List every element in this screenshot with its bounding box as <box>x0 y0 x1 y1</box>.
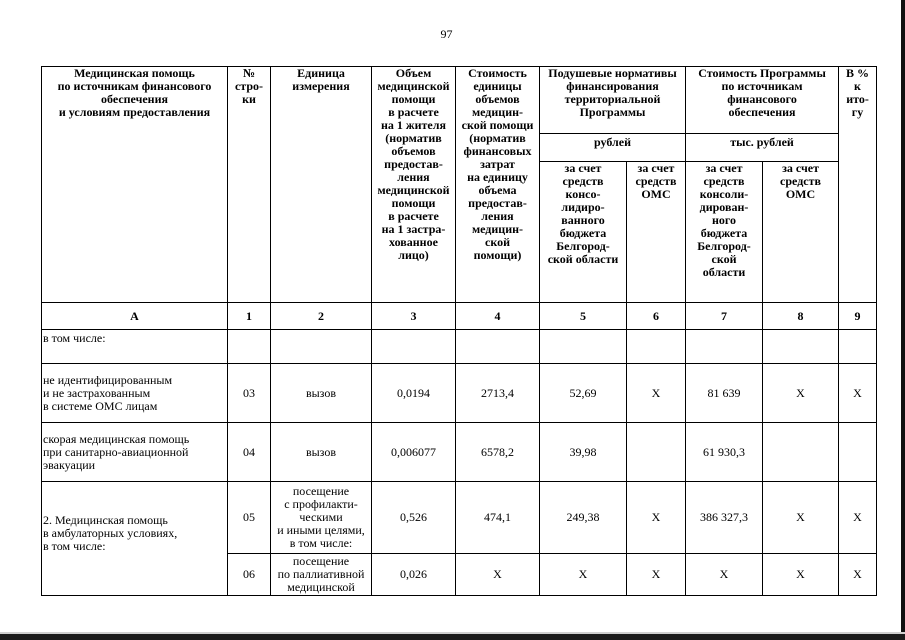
index-row <box>42 303 877 330</box>
cost-cell: 2713,4 <box>456 364 540 423</box>
empty-cell <box>540 330 627 364</box>
table-row <box>42 554 877 596</box>
index-cell-8: 8 <box>763 303 839 330</box>
header-col-2: Единица измерения <box>271 67 372 303</box>
prog-oms-cell: X <box>763 482 839 554</box>
header-col-7: за счет средств консоли- дирован- ного бюджета Белгород- ской области <box>686 162 763 303</box>
header-col-a: Медицинская помощь по источникам финансового обеспечения и условиям предоставления <box>42 67 228 303</box>
norm-budget-cell: 52,69 <box>540 364 627 423</box>
header-col-8: за счет средств ОМС <box>763 162 839 303</box>
page-number: 97 <box>440 27 453 41</box>
prog-budget-cell: 386 327,3 <box>686 482 763 554</box>
line-number: 05 <box>228 482 271 554</box>
index-cell-3: 3 <box>372 303 456 330</box>
page-edge-bottom <box>0 632 905 640</box>
norm-budget-cell: 39,98 <box>540 423 627 482</box>
page-edge-right <box>901 0 905 640</box>
empty-cell <box>839 330 877 364</box>
header-col-5: за счет средств консо- лидиро- ванного бюджета Белгород- ской области <box>540 162 627 303</box>
volume-cell: 0,0194 <box>372 364 456 423</box>
empty-cell <box>627 330 686 364</box>
financing-table <box>41 66 877 596</box>
norm-budget-cell: X <box>540 554 627 596</box>
norm-oms-cell <box>627 423 686 482</box>
header-col-6: за счет средств ОМС <box>627 162 686 303</box>
header-group-norms: Подушевые нормативы финансирования территориальной Программы <box>540 67 686 134</box>
norm-oms-cell: X <box>627 364 686 423</box>
index-cell-4: 4 <box>456 303 540 330</box>
line-number: 03 <box>228 364 271 423</box>
norm-oms-cell: X <box>627 482 686 554</box>
norm-budget-cell: 249,38 <box>540 482 627 554</box>
row-label <box>42 554 228 596</box>
table-row <box>42 330 877 364</box>
index-cell-6: 6 <box>627 303 686 330</box>
empty-cell <box>686 330 763 364</box>
unit-cell: вызов <box>271 423 372 482</box>
volume-cell: 0,526 <box>372 482 456 554</box>
header-col-9: В % к ито- гу <box>839 67 877 303</box>
prog-budget-cell: 61 930,3 <box>686 423 763 482</box>
header-col-3: Объем медицинской помощи в расчете на 1 жителя (норматив объемов предостав- ления медицинской помощи в расчете на 1 застра- хованное лицо) <box>372 67 456 303</box>
row-label: в том числе: <box>42 330 228 364</box>
cost-cell: X <box>456 554 540 596</box>
header-row-1 <box>42 67 877 134</box>
row-label: 2. Медицинская помощь в амбулаторных условиях, в том числе: <box>42 482 228 554</box>
empty-cell <box>372 330 456 364</box>
table-row <box>42 482 877 554</box>
header-unit-rub: рублей <box>540 134 686 162</box>
prog-budget-cell: 81 639 <box>686 364 763 423</box>
percent-cell: X <box>839 364 877 423</box>
empty-cell <box>271 330 372 364</box>
index-cell-2: 2 <box>271 303 372 330</box>
row-label: не идентифицированным и не застрахованным в системе ОМС лицам <box>42 364 228 423</box>
volume-cell: 0,006077 <box>372 423 456 482</box>
index-cell-7: 7 <box>686 303 763 330</box>
percent-cell: X <box>839 554 877 596</box>
empty-cell <box>763 330 839 364</box>
line-number: 06 <box>228 554 271 596</box>
header-unit-thous: тыс. рублей <box>686 134 839 162</box>
unit-cell: посещение с профилакти- ческими и иными целями, в том числе: <box>271 482 372 554</box>
header-col-1: № стро- ки <box>228 67 271 303</box>
line-number: 04 <box>228 423 271 482</box>
cost-cell: 474,1 <box>456 482 540 554</box>
empty-cell <box>456 330 540 364</box>
index-cell-5: 5 <box>540 303 627 330</box>
table-row <box>42 423 877 482</box>
volume-cell: 0,026 <box>372 554 456 596</box>
prog-oms-cell: X <box>763 364 839 423</box>
prog-budget-cell: X <box>686 554 763 596</box>
table-row <box>42 364 877 423</box>
prog-oms-cell: X <box>763 554 839 596</box>
norm-oms-cell: X <box>627 554 686 596</box>
empty-cell <box>228 330 271 364</box>
index-cell-9: 9 <box>839 303 877 330</box>
row-label: скорая медицинская помощь при санитарно-авиационной эвакуации <box>42 423 228 482</box>
index-cell-a: А <box>42 303 228 330</box>
unit-cell: вызов <box>271 364 372 423</box>
header-col-4: Стоимость единицы объемов медицин- ской помощи (норматив финансовых затрат на единицу объема предостав- ления медицин- ской помощи) <box>456 67 540 303</box>
percent-cell <box>839 423 877 482</box>
unit-cell: посещение по паллиативной медицинской <box>271 554 372 596</box>
cost-cell: 6578,2 <box>456 423 540 482</box>
index-cell-1: 1 <box>228 303 271 330</box>
prog-oms-cell <box>763 423 839 482</box>
percent-cell: X <box>839 482 877 554</box>
header-group-cost: Стоимость Программы по источникам финансового обеспечения <box>686 67 839 134</box>
